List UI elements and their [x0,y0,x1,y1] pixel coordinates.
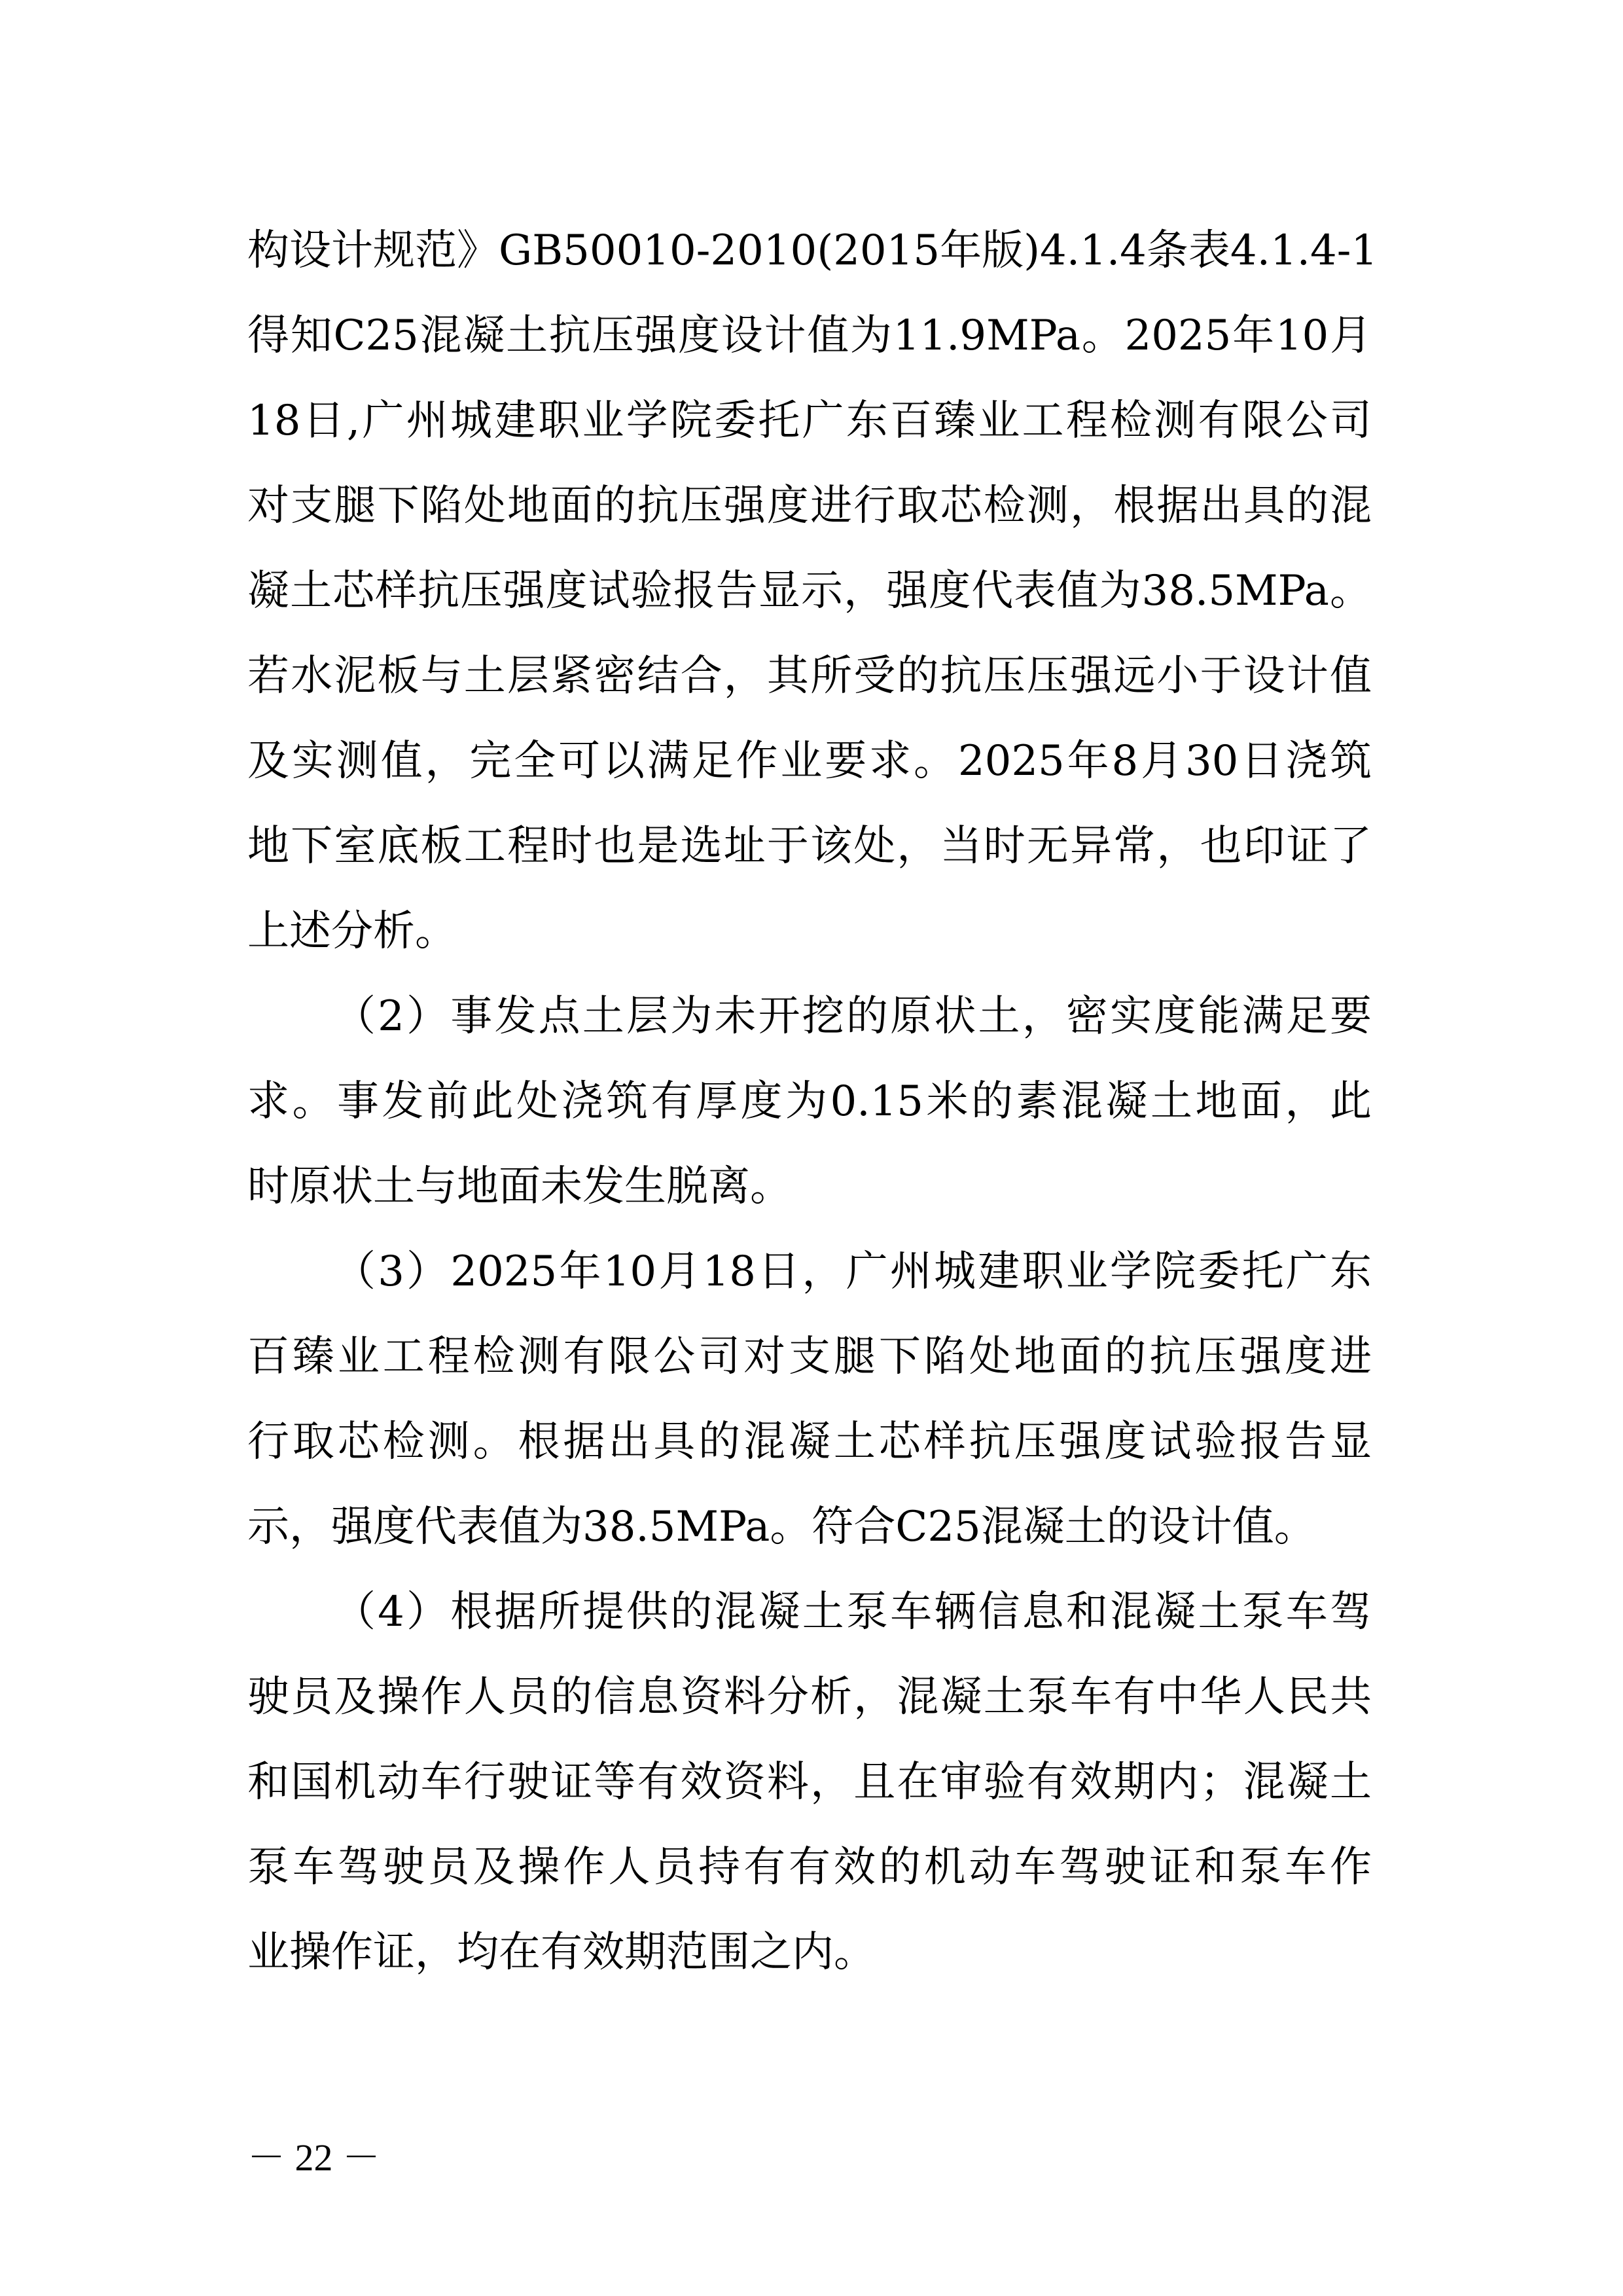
text-line: 时原状土与地面未发生脱离。 [247,1162,792,1211]
text-line: 行取芯检测。根据出具的混凝土芯样抗压强度试验报告显 [247,1418,1372,1466]
paragraph-item-2 [247,974,1372,1229]
text-line: 构设计规范》GB50010-2010(2015年版)4.1.4条表4.1.4-1 [247,226,1378,275]
paragraph-continued-analysis [247,208,1378,974]
text-line: 驶员及操作人员的信息资料分析，混凝土泵车有中华人民共 [247,1673,1372,1721]
paragraph-item-3 [247,1229,1372,1570]
text-line: 业操作证，均在有效期范围之内。 [247,1928,876,1977]
page-body [247,208,1378,1995]
text-line: 上述分析。 [247,907,457,956]
text-line: 泵车驾驶员及操作人员持有有效的机动车驾驶证和泵车作 [247,1843,1372,1892]
paragraph-item-4 [247,1570,1372,1995]
text-line: 百臻业工程检测有限公司对支腿下陷处地面的抗压强度进 [247,1333,1372,1381]
text-line: 示，强度代表值为38.5MPa。符合C25混凝土的设计值。 [247,1503,1316,1551]
text-line: 地下室底板工程时也是选址于该处，当时无异常，也印证了 [247,822,1372,870]
page-number: － 22 － [247,2136,381,2179]
text-line: 和国机动车行驶证等有效资料，且在审验有效期内；混凝土 [247,1758,1372,1806]
text-line: 得知C25混凝土抗压强度设计值为11.9MPa。2025年10月 [247,312,1372,360]
text-line: 求。事发前此处浇筑有厚度为0.15米的素混凝土地面，此 [247,1077,1372,1126]
text-line: 若水泥板与土层紧密结合，其所受的抗压压强远小于设计值 [247,652,1372,700]
text-line: （4）根据所提供的混凝土泵车辆信息和混凝土泵车驾 [334,1588,1372,1636]
text-line: 18日,广州城建职业学院委托广东百臻业工程检测有限公司 [247,397,1372,445]
text-line: 对支腿下陷处地面的抗压强度进行取芯检测，根据出具的混 [247,482,1372,530]
text-line: （3）2025年10月18日，广州城建职业学院委托广东 [334,1247,1372,1296]
text-line: 及实测值，完全可以满足作业要求。2025年8月30日浇筑 [247,737,1372,785]
text-line: （2）事发点土层为未开挖的原状土，密实度能满足要 [334,992,1372,1041]
text-line: 凝土芯样抗压强度试验报告显示，强度代表值为38.5MPa。 [247,567,1372,615]
